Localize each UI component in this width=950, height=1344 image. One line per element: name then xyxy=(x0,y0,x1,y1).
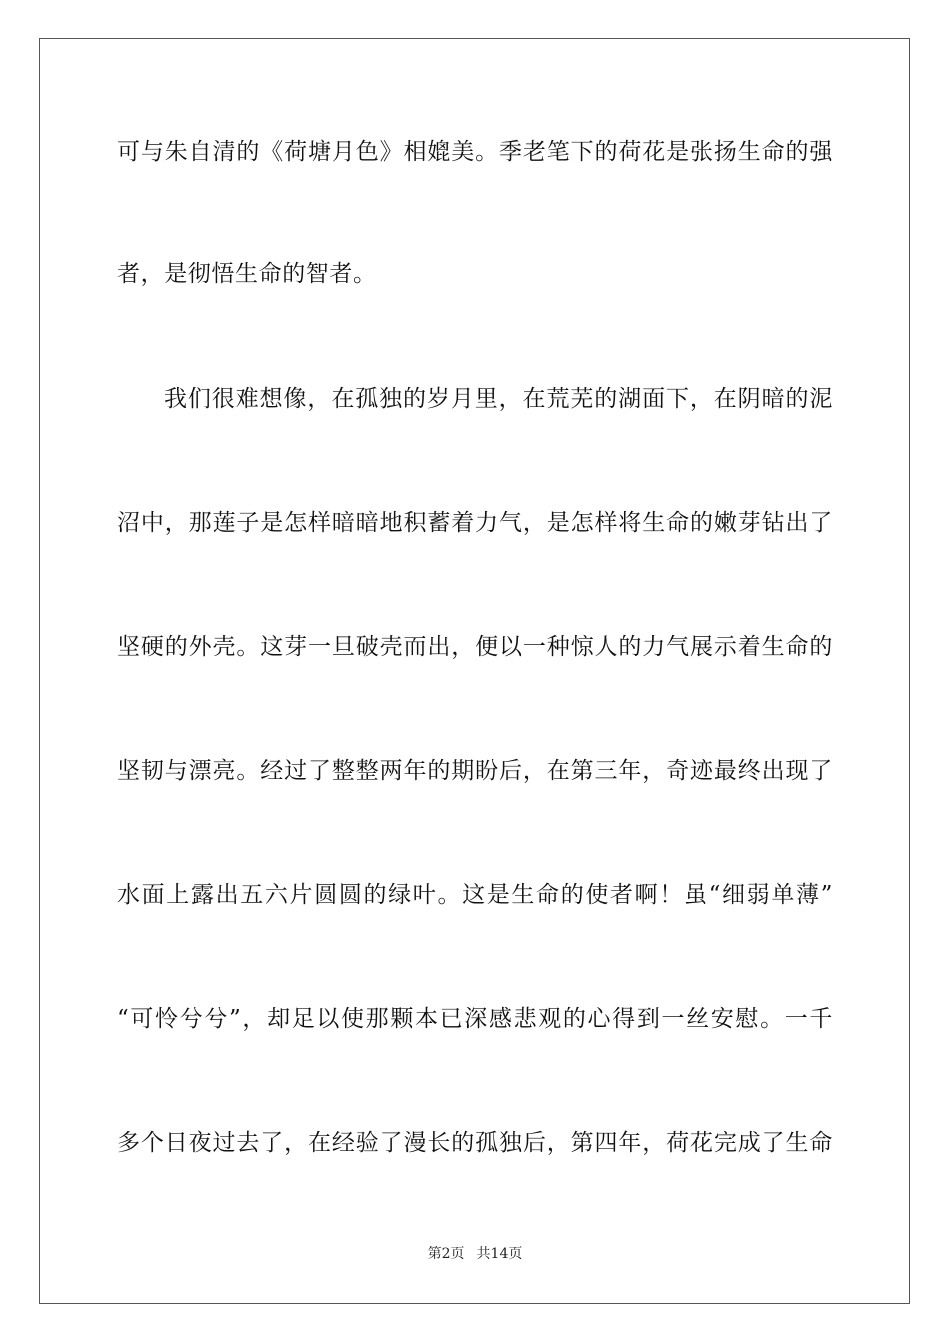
text-line-1: 可与朱自清的《荷塘月色》相媲美。季老笔下的荷花是张扬生命的强 xyxy=(117,139,833,165)
text-line-6: 坚韧与漂亮。经过了整整两年的期盼后，在第三年，奇迹最终出现了 xyxy=(117,758,833,784)
page-number: 第2页 xyxy=(427,1246,465,1262)
text-line-9: 多个日夜过去了，在经验了漫长的孤独后，第四年，荷花完成了生命 xyxy=(117,1130,833,1156)
text-line-7: 水面上露出五六片圆圆的绿叶。这是生命的使者啊！虽“细弱单薄” xyxy=(117,882,833,908)
text-line-2: 者，是彻悟生命的智者。 xyxy=(117,261,377,287)
text-line-3: 我们很难想像，在孤独的岁月里，在荒芜的湖面下，在阴暗的泥 xyxy=(164,386,833,412)
text-line-5: 坚硬的外壳。这芽一旦破壳而出，便以一种惊人的力气展示着生命的 xyxy=(117,634,833,660)
page-total: 共14页 xyxy=(476,1246,523,1262)
text-line-4: 沼中，那莲子是怎样暗暗地积蓄着力气，是怎样将生命的嫩芽钻出了 xyxy=(117,510,833,536)
page-footer xyxy=(0,1245,950,1263)
text-line-8: “可怜兮兮”，却足以使那颗本已深感悲观的心得到一丝安慰。一千 xyxy=(117,1006,833,1032)
page-border xyxy=(39,38,910,1304)
